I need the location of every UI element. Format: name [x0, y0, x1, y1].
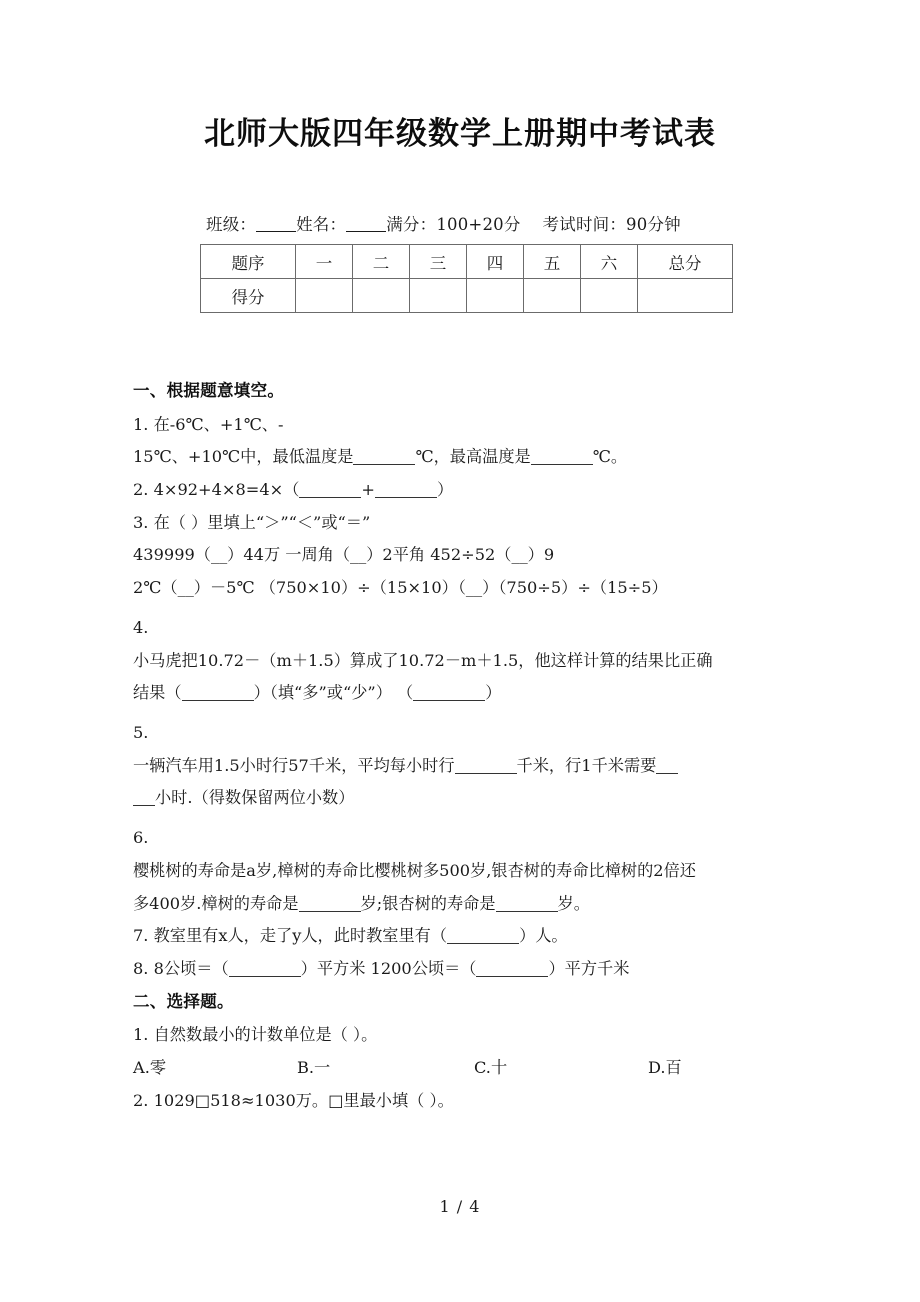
q1-blank-2[interactable] [531, 464, 593, 465]
question-1-5-line1 [133, 750, 802, 783]
question-1-7 [133, 920, 802, 953]
q7-text-a: 7. 教室里有x人，走了y人，此时教室里有（ [133, 926, 448, 946]
question-1-1-line1: 1. 在-6℃、+1℃、- [133, 414, 284, 434]
score-cell-2[interactable] [353, 279, 410, 313]
q4-text-a: 结果（ [133, 683, 182, 703]
q8-text-c: ）平方千米 [548, 959, 630, 979]
exam-time-value: 90分钟 [626, 215, 681, 235]
q6-blank-2[interactable] [496, 911, 558, 912]
q7-blank-1[interactable] [447, 943, 519, 944]
score-cell-5[interactable] [524, 279, 581, 313]
score-table-col-2: 二 [353, 245, 410, 279]
q8-blank-1[interactable] [229, 976, 301, 977]
q2-blank-1[interactable] [299, 497, 361, 498]
question-1-8 [133, 953, 802, 986]
question-2-2: 2. 1029□518≈1030万。□里最小填（ ）。 [133, 1090, 454, 1110]
q7-text-b: ）人。 [519, 926, 568, 946]
q4-text-b: ）（填“多”或“少”） （ [253, 683, 414, 703]
question-1-6-line2 [133, 888, 802, 921]
score-table-col-5: 五 [524, 245, 581, 279]
class-blank [256, 231, 296, 232]
q1-text-a: 15℃、+10℃中，最低温度是 [133, 447, 354, 467]
exam-info-line [0, 153, 920, 235]
question-1-5-line2 [133, 782, 802, 815]
exam-time-label: 考试时间： [542, 215, 627, 235]
name-label: 姓名： [296, 215, 347, 235]
score-cell-total[interactable] [638, 279, 733, 313]
q2-text-c: ） [436, 479, 454, 499]
q5-text-b: 千米，行1千米需要 [516, 755, 657, 775]
q6-text-a: 多400岁.樟树的寿命是 [133, 893, 299, 913]
spacer [133, 815, 802, 822]
q2-text-b: + [361, 479, 375, 499]
section-heading-1: 一、根据题意填空。 [133, 381, 285, 401]
name-blank [346, 231, 386, 232]
q8-text-b: ）平方米 1200公顷＝（ [300, 959, 477, 979]
question-2-1: 1. 自然数最小的计数单位是（ ）。 [133, 1025, 378, 1045]
question-1-4-line1: 小马虎把10.72－（m＋1.5）算成了10.72－m＋1.5，他这样计算的结果比正确 [133, 650, 713, 670]
q5-text-a: 一辆汽车用1.5小时行57千米，平均每小时行 [133, 755, 455, 775]
question-1-1-line2 [133, 441, 802, 474]
spacer [133, 605, 802, 612]
score-cell-3[interactable] [410, 279, 467, 313]
page-footer: 1 / 4 [439, 1197, 481, 1216]
score-table [200, 244, 733, 313]
full-score-label: 满分： [386, 215, 437, 235]
q6-text-b: 岁;银杏树的寿命是 [360, 893, 496, 913]
q5-blank-2b[interactable] [133, 805, 155, 806]
table-row-score [201, 279, 733, 313]
score-table-container [0, 235, 920, 313]
score-table-col-6: 六 [581, 245, 638, 279]
q5-text-c: 小时.（得数保留两位小数） [155, 788, 355, 808]
score-cell-1[interactable] [296, 279, 353, 313]
score-cell-6[interactable] [581, 279, 638, 313]
question-1-5-number: 5. [133, 723, 149, 742]
spacer [133, 710, 802, 717]
option-a[interactable]: A.零 [133, 1057, 167, 1077]
question-1-3-line3: 2℃（__）－5℃ （750×10）÷（15×10）（__）（750÷5）÷（15÷5） [133, 578, 668, 598]
score-table-row-label: 题序 [201, 245, 296, 279]
q4-blank-1[interactable] [182, 700, 254, 701]
q5-blank-2a[interactable] [656, 773, 678, 774]
score-table-col-1: 一 [296, 245, 353, 279]
q1-text-b: ℃，最高温度是 [415, 447, 531, 467]
option-b[interactable]: B.一 [297, 1057, 331, 1077]
q6-text-c: 岁。 [557, 893, 590, 913]
option-c[interactable]: C.十 [474, 1057, 508, 1077]
full-score-value: 100+20分 [436, 215, 521, 235]
option-d[interactable]: D.百 [648, 1057, 682, 1077]
q2-blank-2[interactable] [375, 497, 437, 498]
question-1-6-line1: 樱桃树的寿命是a岁,樟树的寿命比樱桃树多500岁,银杏树的寿命比樟树的2倍还 [133, 860, 696, 880]
score-row-label: 得分 [201, 279, 296, 313]
table-row-header [201, 245, 733, 279]
q1-blank-1[interactable] [353, 464, 415, 465]
question-1-4-number: 4. [133, 617, 149, 637]
score-table-col-3: 三 [410, 245, 467, 279]
class-label: 班级： [206, 215, 257, 235]
question-1-3-line1: 3. 在（ ）里填上“＞”“＜”或“＝” [133, 512, 371, 532]
q5-blank-1[interactable] [455, 773, 517, 774]
question-1-3-line2: 439999（__）44万 一周角（__）2平角 452÷52（__）9 [133, 545, 555, 565]
q8-blank-2[interactable] [476, 976, 548, 977]
q4-text-c: ） [485, 683, 502, 703]
q2-text-a: 2. 4×92+4×8=4×（ [133, 479, 300, 499]
score-table-total-header: 总分 [638, 245, 733, 279]
question-1-4-line2 [133, 677, 802, 710]
q1-text-c: ℃。 [592, 447, 628, 467]
q8-text-a: 8. 8公顷＝（ [133, 959, 229, 979]
q4-blank-2[interactable] [413, 700, 485, 701]
question-2-1-options [133, 1052, 802, 1085]
section-heading-2: 二、选择题。 [133, 991, 234, 1011]
page-title: 北师大版四年级数学上册期中考试表 [204, 116, 716, 152]
question-1-2 [133, 474, 802, 507]
question-1-6-number: 6. [133, 828, 149, 848]
q6-blank-1[interactable] [299, 911, 361, 912]
score-cell-4[interactable] [467, 279, 524, 313]
exam-content [0, 313, 920, 1117]
score-table-col-4: 四 [467, 245, 524, 279]
